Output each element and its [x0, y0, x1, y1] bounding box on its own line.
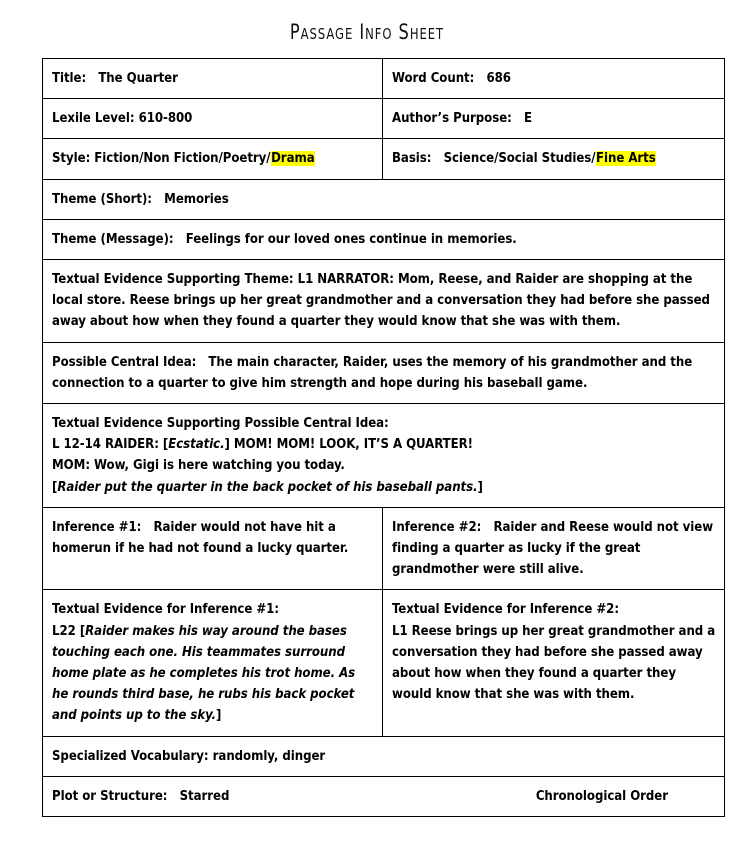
authors-purpose-label: Author’s Purpose: [392, 111, 512, 127]
evidence-central-quote-line-1 [52, 434, 716, 455]
table-row-inferences [43, 507, 725, 590]
cell-word-count [383, 59, 725, 99]
evidence-central-ref: L 12-14 [52, 437, 101, 453]
theme-short-label: Theme (Short): [52, 191, 152, 207]
evidence-central-stage-direction-1: Ecstatic. [168, 437, 225, 453]
evidence-inf1-bracket-close: ] [215, 708, 222, 724]
evidence-central-speaker-raider: RAIDER [105, 437, 155, 453]
theme-message-value: Feelings for our loved ones continue in memories. [185, 231, 517, 247]
evidence-central-quote-2: : Wow, Gigi is here watching you today. [85, 458, 345, 474]
evidence-theme-speaker: NARRATOR [317, 272, 390, 288]
word-count-label: Word Count: [392, 71, 475, 86]
cell-evidence-central-idea [43, 404, 725, 508]
evidence-inf1-bracket-open: [ [79, 623, 86, 639]
evidence-central-quote-1: ] MOM! MOM! LOOK, IT’S A QUARTER! [224, 437, 474, 453]
inference1-label: Inference #1: [52, 519, 142, 535]
lexile-label: Lexile Level: [52, 111, 135, 127]
cell-inference-2 [383, 507, 725, 590]
inference1-value: Raider would not have hit a homerun if he had not found a lucky quarter. [52, 519, 349, 557]
table-row-style-basis [43, 139, 725, 179]
cell-evidence-theme [43, 260, 725, 343]
table-row-inference-evidence [43, 590, 725, 736]
plot-label: Plot or Structure: [52, 788, 168, 804]
table-row-theme-short [43, 179, 725, 219]
theme-short-value: Memories [164, 191, 229, 207]
evidence-central-stage-line [52, 477, 716, 498]
cell-theme-short [43, 179, 725, 219]
cell-theme-message [43, 219, 725, 259]
evidence-theme-text: : Mom, Reese, and Raider are shopping at the local store. Reese brings up her great grandmother and a conversation they had before she passed away about how when they found a quarter they would know that she was with them. [52, 272, 710, 330]
evidence-theme-label: Textual Evidence Supporting Theme: [52, 272, 294, 288]
evidence-inf2-label: Textual Evidence for Inference #2: [392, 602, 619, 618]
evidence-central-label: Textual Evidence Supporting Possible Central Idea: [52, 416, 389, 432]
evidence-central-stage-direction-2: Raider put the quarter in the back pocket of his baseball pants. [57, 479, 478, 495]
table-row-plot-structure [43, 776, 725, 816]
plot-order-note: Chronological Order [535, 788, 668, 804]
plot-value: Starred [179, 788, 230, 804]
style-selected-highlight: Drama [271, 151, 315, 167]
vocabulary-label: Specialized Vocabulary: [52, 748, 209, 764]
title-label: Title: [52, 71, 87, 86]
table-row-theme-message [43, 219, 725, 259]
word-count-value: 686 [486, 71, 511, 86]
table-row-lexile [43, 99, 725, 139]
passage-info-table [42, 58, 725, 817]
basis-options: Science/Social Studies/ [443, 151, 596, 167]
style-options: Fiction/Non Fiction/Poetry/ [94, 151, 271, 167]
cell-title [43, 59, 383, 99]
basis-selected-highlight: Fine Arts [596, 151, 656, 167]
evidence-inf1-quote: Raider makes his way around the bases touching each one. His teammates surround home plate as he completes his trot home. As he rounds third base, he rubs his back pocket and points up to the sky. [52, 623, 356, 724]
evidence-central-stage-bracket-close: ] [477, 479, 483, 495]
evidence-inf1-label: Textual Evidence for Inference #1: [52, 602, 279, 618]
vocabulary-value: randomly, dinger [212, 748, 326, 764]
title-value: The Quarter [98, 71, 178, 86]
theme-message-label: Theme (Message): [52, 231, 174, 247]
evidence-central-bracket-open: : [ [154, 437, 169, 453]
cell-evidence-inference-1 [43, 590, 383, 736]
table-row-central-idea [43, 342, 725, 403]
style-label: Style: [52, 151, 91, 167]
lexile-value: 610-800 [138, 111, 193, 127]
evidence-central-stage-bracket-open: [ [52, 479, 58, 495]
evidence-central-quote-line-2 [52, 455, 716, 476]
table-row-title [43, 59, 725, 99]
cell-lexile [43, 99, 383, 139]
table-row-evidence-central-idea [43, 404, 725, 508]
table-row-evidence-theme [43, 260, 725, 343]
cell-basis [383, 139, 725, 179]
inference2-value: Raider and Reese would not view finding a quarter as lucky if the great grandmother were still alive. [392, 519, 714, 578]
cell-style [43, 139, 383, 179]
cell-plot-structure [43, 776, 725, 816]
cell-authors-purpose [383, 99, 725, 139]
cell-evidence-inference-2 [383, 590, 725, 736]
cell-central-idea [43, 342, 725, 403]
cell-specialized-vocabulary [43, 736, 725, 776]
inference2-label: Inference #2: [392, 519, 482, 535]
evidence-inf1-quote-line [52, 621, 374, 727]
evidence-inf1-ref: L22 [52, 623, 76, 639]
authors-purpose-value: E [523, 111, 532, 127]
basis-label: Basis: [392, 151, 432, 167]
cell-inference-1 [43, 507, 383, 590]
page-title: Passage Info Sheet [289, 20, 445, 44]
table-row-vocabulary [43, 736, 725, 776]
central-idea-label: Possible Central Idea: [52, 354, 197, 370]
evidence-inf2-value: L1 Reese brings up her great grandmother and a conversation they had before she passed away about how when they found a quarter they would know that she was with them. [392, 623, 716, 703]
evidence-theme-line-ref: L1 [297, 272, 314, 288]
central-idea-value: The main character, Raider, uses the memory of his grandmother and the connection to a quarter to give him strength and hope during his baseball game. [52, 354, 693, 391]
evidence-central-speaker-mom: MOM [52, 458, 86, 474]
